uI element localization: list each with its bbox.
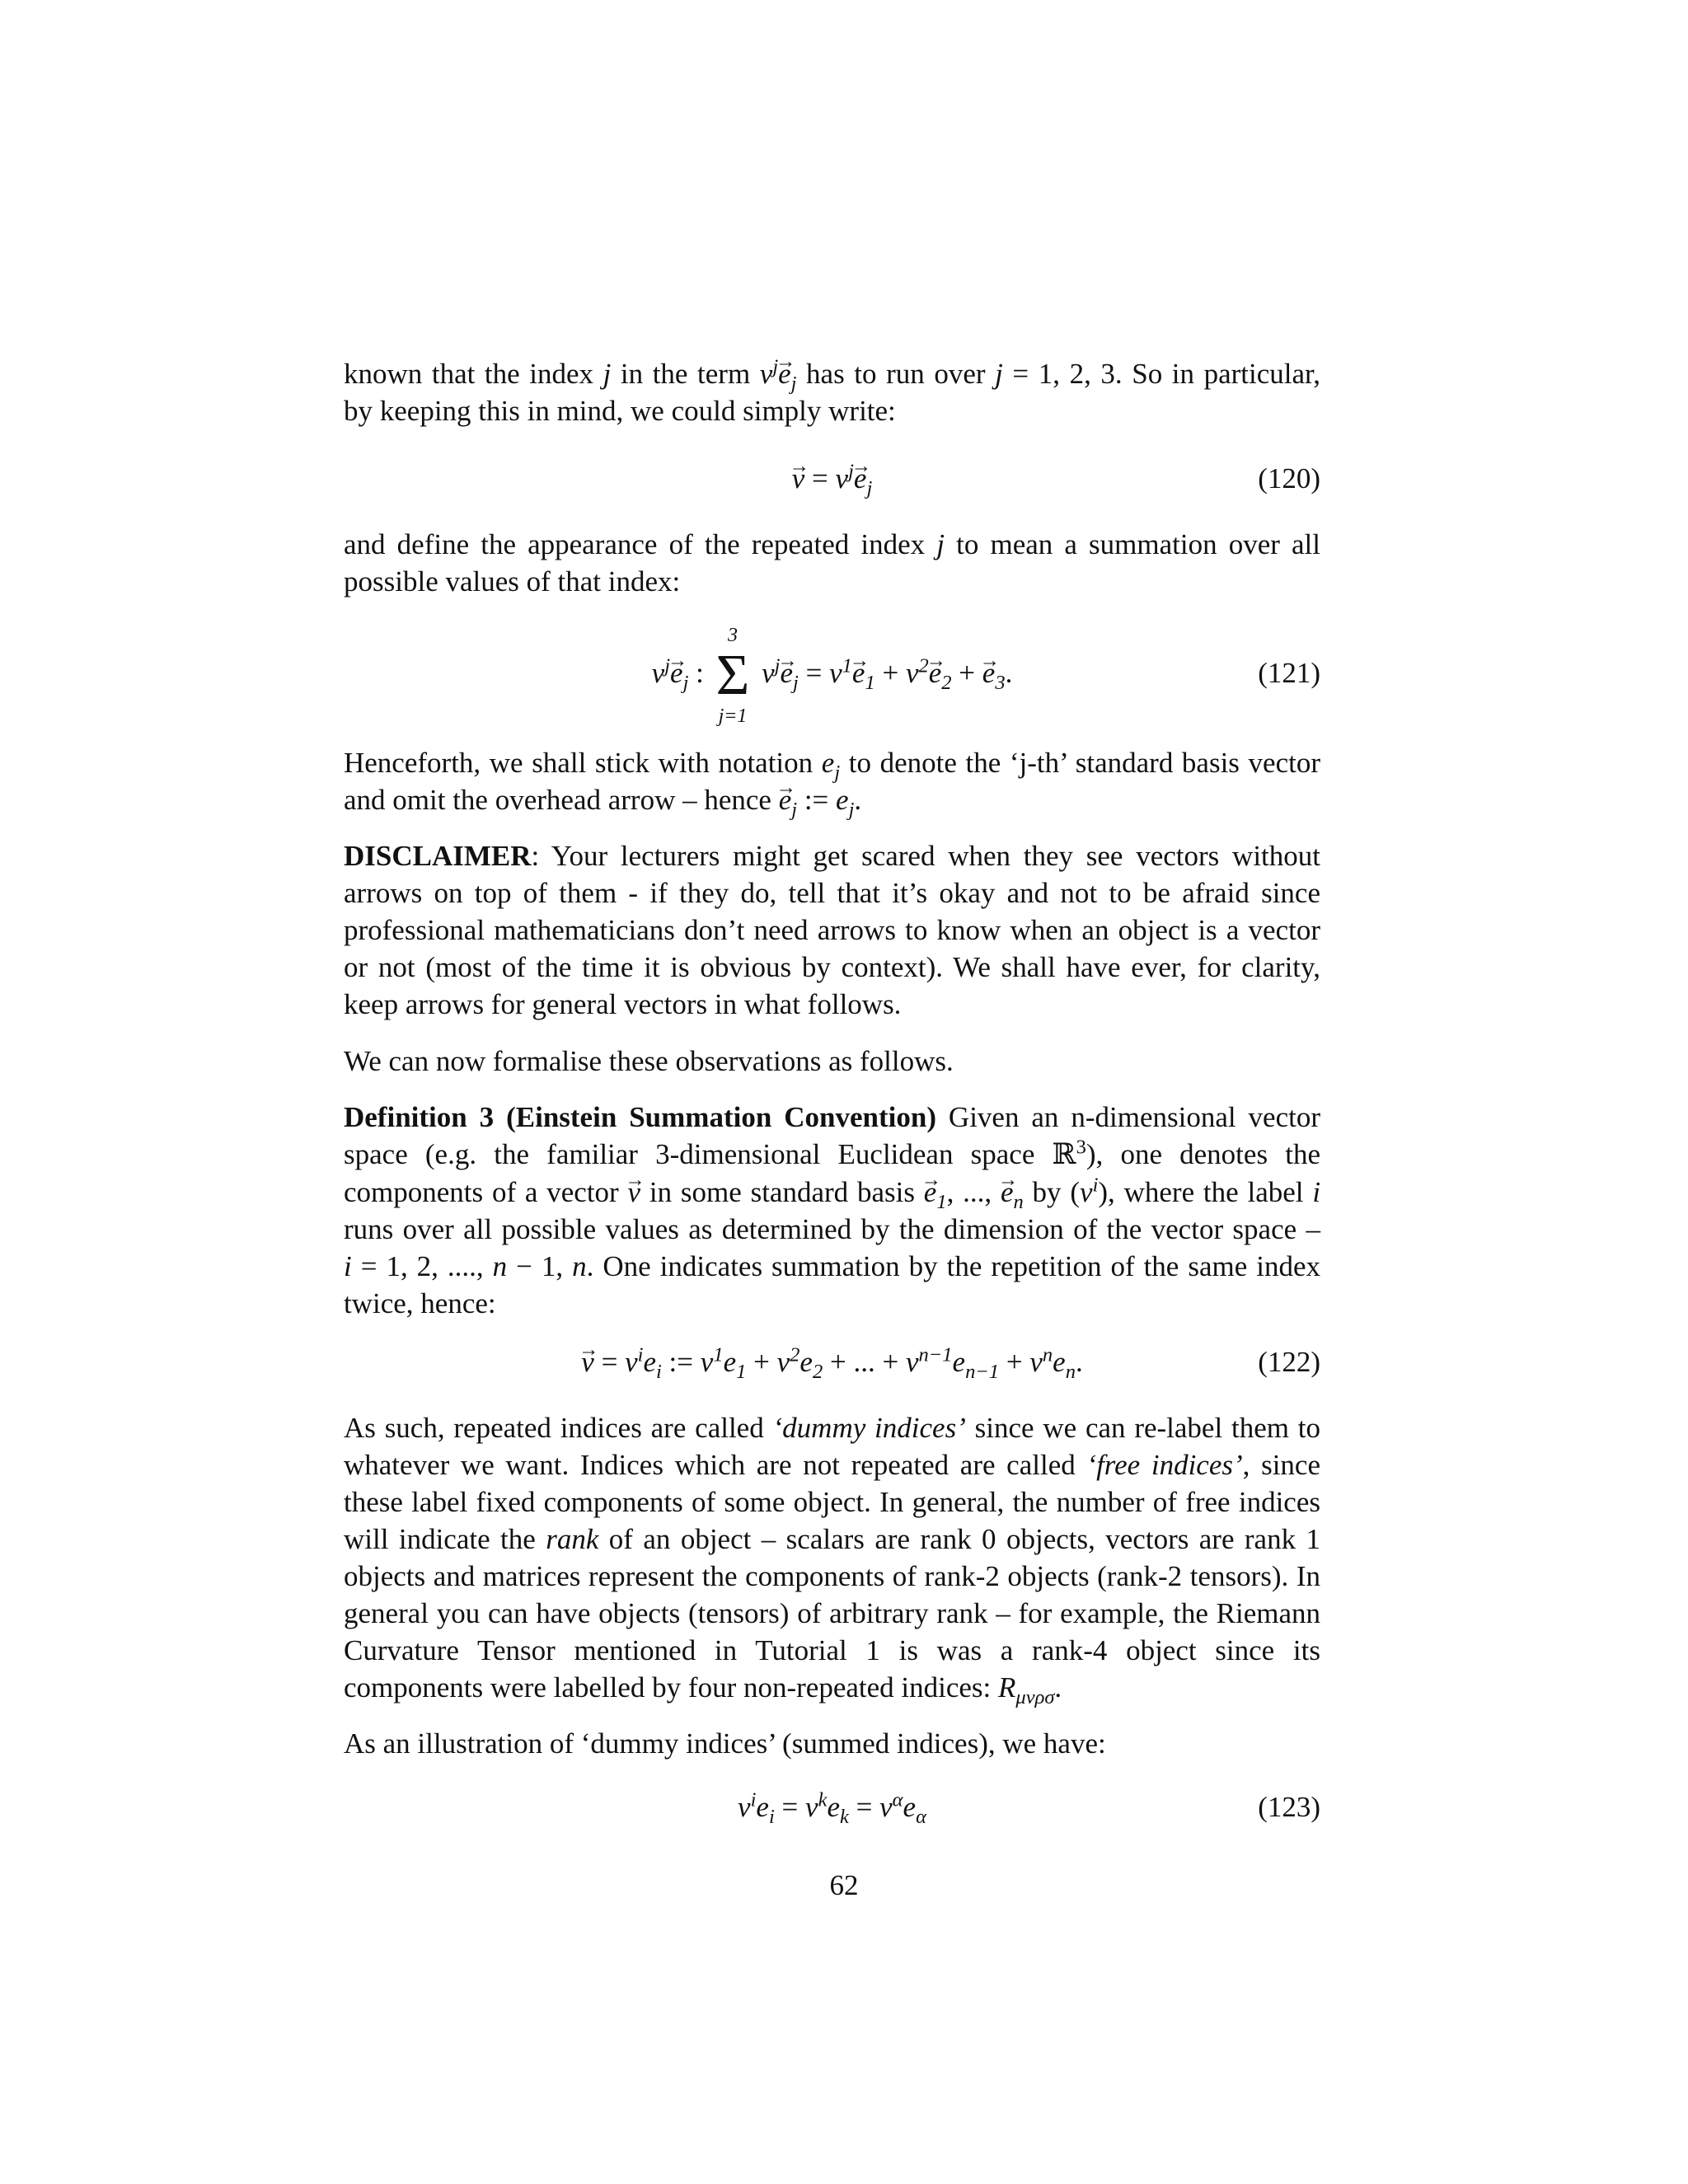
math-inline: → $e_1$, ..., → $e_n$ (924, 1176, 1024, 1208)
text-run: in some standard basis (640, 1176, 924, 1208)
text-run: As such, repeated indices are called (344, 1412, 773, 1444)
paragraph-illustration (344, 1725, 1320, 1762)
text-run: ), one denotes the components of a vector (344, 1138, 1320, 1208)
text-run: in the term (611, 358, 760, 390)
text-run: As an illustration of ‘dummy indices’ (summed indices), we have: (344, 1727, 1106, 1760)
text-run: . So in particular, (1114, 358, 1321, 390)
equation-120 (344, 458, 1320, 499)
paragraph-define (344, 526, 1320, 600)
math-inline: j (936, 528, 945, 560)
text-run: by keeping this in mind, we could simply write: (344, 395, 896, 427)
math-inline: → $e_j$ := $e_j$. (779, 784, 861, 816)
text-run: We can now formalise these observations as follows. (344, 1045, 954, 1077)
text-run: possible values of that index: (344, 565, 681, 598)
equation-121 (344, 620, 1320, 727)
math-inline: j (603, 358, 612, 390)
math-inline: j = 1, 2, 3 (995, 358, 1115, 390)
text-run: since we can re-label them to whatever we want. Indices which are not repeated are called (344, 1412, 1320, 1481)
text-run: to mean a summation over all (945, 528, 1321, 560)
equation-body: $v^ie_i = v^ke_k = v^\alpha e_\alpha$ (738, 1788, 926, 1828)
text-run: Given an n-dimensional vector space (e.g. the familiar 3-dimensional Euclidean space (344, 1101, 1320, 1170)
math-inline: $v^j\to e_j$ (760, 358, 797, 390)
equation-122 (344, 1342, 1320, 1383)
math-inline: i = 1, 2, ...., n − 1, n (344, 1250, 587, 1282)
equation-body: → $v = v^ie_i$ := $v^1e_1 + v^2e_2$ + ... + $v^{n-1}e_{n-1} + v^ne_n$. (344, 1342, 1320, 1383)
text-run: known that the index (344, 358, 603, 390)
equation-number: (121) (1258, 657, 1320, 689)
definition-label: Definition 3 (Einstein Summation Convention) (344, 1101, 936, 1133)
equation-number: (123) (1258, 1791, 1320, 1823)
text-run: and define the appearance of the repeated index (344, 528, 937, 560)
equation-body: → $v = v^j\to e_j$ (344, 458, 1320, 499)
text-run: by (1023, 1176, 1071, 1208)
math-inline: $R_{\mu\nu\rho\sigma}$. (998, 1671, 1062, 1708)
emphasis-free: ‘free indices’ (1086, 1449, 1243, 1481)
equation-body: $v^j\to e_j$ : 3 Σ j=1 $v^j\to e_j = v^1\to e_1 + v^2\to e_2$ + → $e_3$. (344, 620, 1320, 728)
text-run: to denote the ‘j-th’ standard basis vector (840, 747, 1320, 779)
paragraph-notation (344, 744, 1320, 821)
disclaimer-label: DISCLAIMER (344, 840, 532, 872)
paragraph-intro (344, 355, 1320, 429)
text-run: of an object – scalars are rank 0 objects, vectors are rank 1 objects and matrices represent the components of rank-2 objects (rank-2 tensors). In general you can have objects (tensors) of arbitrary rank – for example, the Riemann Curvature Tensor mentioned in Tutorial 1 is was a rank-4 object since its components were labelled by four non-repeated indices: (344, 1523, 1321, 1704)
math-inline: $(v^i)$ (1070, 1174, 1109, 1208)
summation-symbol: 3 Σ j=1 (715, 624, 750, 727)
text-run: , where the label (1108, 1176, 1313, 1208)
page-number: 62 (829, 1869, 859, 1901)
text-run: : Your lecturers might get scared when they see vectors without arrows on top of them - if they do, tell that it’s okay and not to be afraid since professional mathematicians don’t need arrows to know when an object is a vector or not (most of the time it is obvious by context). We shall have ever, for clarity, keep arrows for general vectors in what follows. (344, 840, 1320, 1020)
text-run: has to run over (796, 358, 996, 390)
math-inline: ℝ$^3$ (1052, 1136, 1086, 1171)
sum-lower-limit: j=1 (718, 705, 748, 727)
equation-number: (120) (1258, 462, 1320, 494)
math-inline: $e_j$ (821, 747, 841, 784)
text-run: . One indicates summation by the repetition of the same index twice, hence: (344, 1250, 1320, 1319)
emphasis-rank: rank (546, 1523, 599, 1555)
text-run: and omit the overhead arrow – hence (344, 784, 779, 816)
text-run: Henceforth, we shall stick with notation (344, 747, 822, 779)
paragraph-disclaimer (344, 837, 1320, 1023)
equation-number: (122) (1258, 1346, 1320, 1378)
math-inline: i (1312, 1176, 1321, 1208)
definition-3 (344, 1099, 1320, 1322)
text-run: runs over all possible values as determined by the dimension of the vector space – (344, 1213, 1320, 1245)
math-inline: → v (628, 1176, 641, 1208)
equation-123 (344, 1787, 1320, 1828)
paragraph-indices (344, 1409, 1320, 1706)
text-run: , since these label fixed components of some object. In general, the number of free indices will indicate the (344, 1449, 1321, 1555)
sum-upper-limit: 3 (728, 624, 738, 646)
emphasis-dummy: ‘dummy indices’ (772, 1412, 966, 1444)
paragraph-formalise (344, 1043, 1320, 1080)
